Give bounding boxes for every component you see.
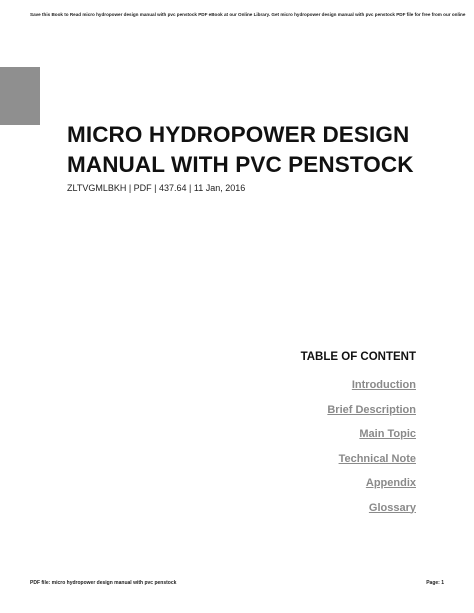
toc-item [216,425,416,450]
toc-list [216,376,416,523]
top-banner: Save this Book to Read micro hydropower design manual with pvc penstock PDF eBook at our Online Library. Get micro hydropower design manual with pvc penstock PDF file for free from our online [30,12,466,17]
side-decoration-block [0,67,40,125]
toc-item [216,450,416,475]
toc-link-introduction[interactable]: Introduction [351,379,416,391]
toc-item [216,499,416,524]
footer-filename: PDF file: micro hydropower design manual with pvc penstock [30,580,177,586]
document-meta: ZLTVGMLBKH | PDF | 437.64 | 11 Jan, 2016 [67,183,246,193]
toc-link-appendix[interactable]: Appendix [365,477,416,489]
toc-heading: TABLE OF CONTENT [300,351,416,363]
toc-item [216,474,416,499]
toc-item [216,376,416,401]
toc-link-brief-description[interactable]: Brief Description [327,403,416,416]
toc-link-main-topic[interactable]: Main Topic [359,428,416,440]
toc-link-technical-note[interactable]: Technical Note [338,452,416,465]
footer-page-number: Page: 1 [426,580,444,586]
toc-link-glossary[interactable]: Glossary [368,501,416,514]
document-title: MICRO HYDROPOWER DESIGN MANUAL WITH PVC PENSTOCK [67,122,414,177]
toc-item [216,401,416,426]
